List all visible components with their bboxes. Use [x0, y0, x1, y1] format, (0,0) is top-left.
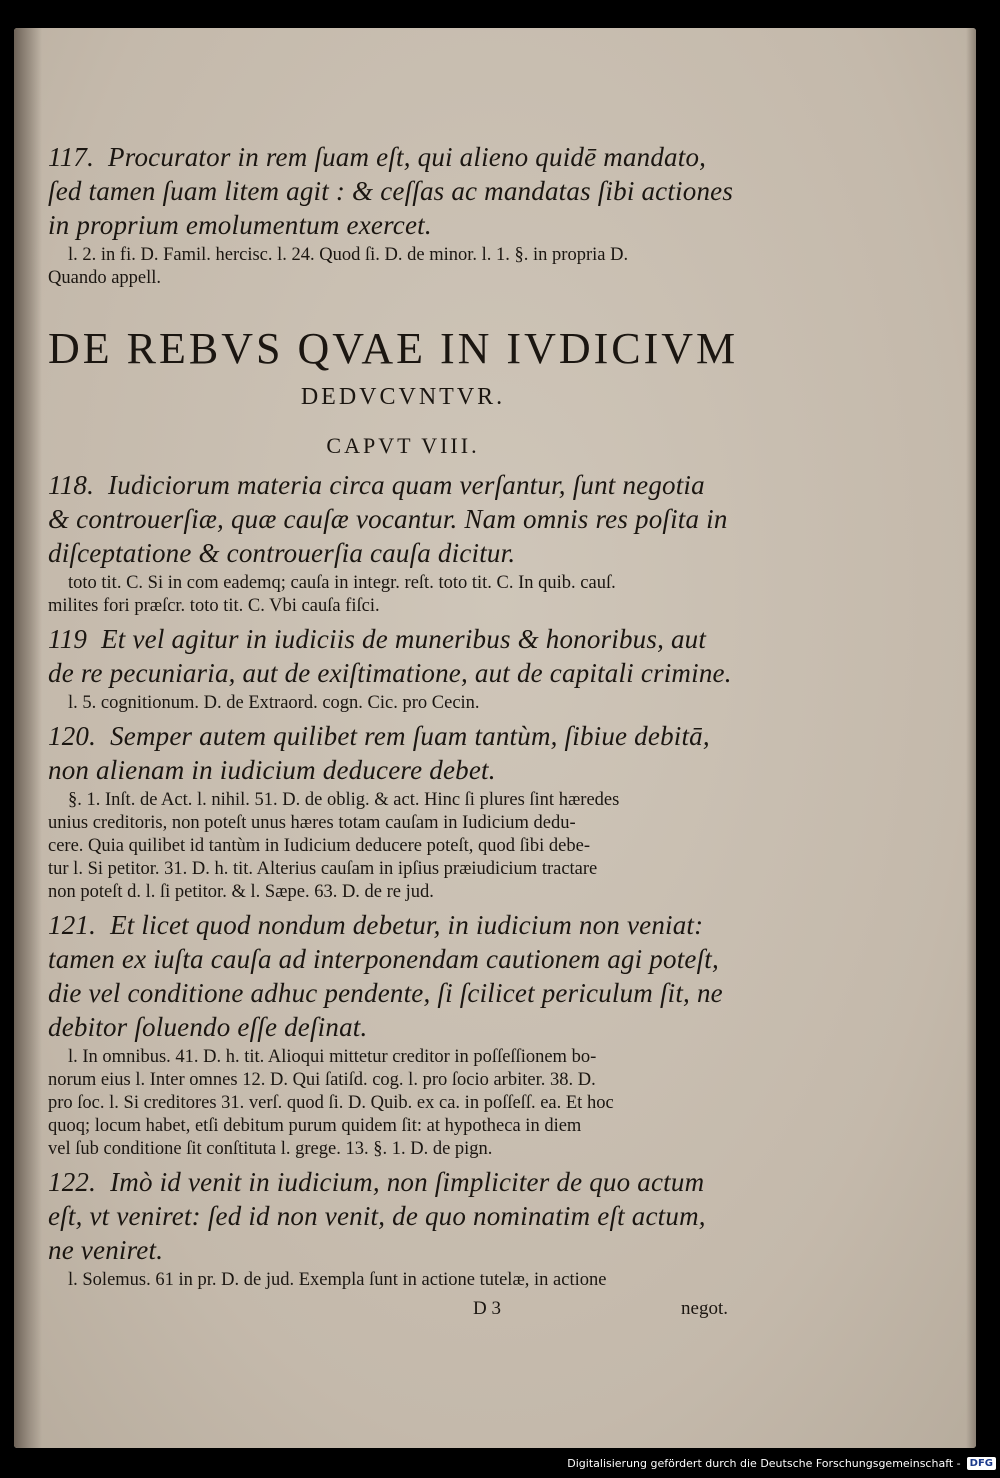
paragraph-121: [48, 908, 758, 1161]
text-line: diſceptatione & controuerſia cauſa dicitur.: [48, 538, 516, 568]
paragraph-119: [48, 622, 758, 715]
page-footer: [48, 1298, 758, 1320]
text-line: Iudiciorum materia circa quam verſantur, ſunt negotia: [108, 470, 705, 500]
paragraph-120: [48, 719, 758, 904]
citation: l. In omnibus. 41. D. h. tit. Alioqui mittetur creditor in poſſeſſionem bo- norum eius l. Inter omnes 12. D. Qui ſatiſd. cog. l. pro ſocio arbiter. 38. D. pro ſoc. l. Si creditores 31. verſ. quod ſi. D. Quib. ex ca. in poſſeſſ. ea. Et hoc quoq; locum habet, etſi debitum purum quidem ſit: at hypotheca in diem vel ſub conditione ſit conſtituta l. grege. 13. §. 1. D. de pign.: [48, 1047, 614, 1159]
text-line: de re pecuniaria, aut de exiſtimatione, aut de capitali crimine.: [48, 658, 732, 688]
signature-mark: D 3: [473, 1298, 501, 1319]
page-content: [48, 140, 758, 1320]
text-line: & controuerſiæ, quæ cauſæ vocantur. Nam omnis res poſita in: [48, 504, 728, 534]
text-line: in proprium emolumentum exercet.: [48, 210, 432, 240]
text-line: Et vel agitur in iudiciis de muneribus & honoribus, aut: [101, 624, 707, 654]
text-line: non alienam in iudicium deducere debet.: [48, 755, 496, 785]
citation: §. 1. Inſt. de Act. l. nihil. 51. D. de oblig. & act. Hinc ſi plures ſint hæredes unius creditoris, non poteſt unus hæres totam cauſam in Iudicium dedu- cere. Quia quilibet id tantùm in Iudicium deducere poteſt, quod ſibi debe- tur l. Si petitor. 31. D. h. tit. Alterius cauſam in ipſius præiudicium tractare non poteſt d. l. ſi petitor. & l. Sæpe. 63. D. de re jud.: [48, 790, 620, 902]
text-line: ne veniret.: [48, 1235, 164, 1265]
paragraph-number: 119: [48, 624, 88, 654]
text-line: Et licet quod nondum debetur, in iudicium non veniat:: [110, 910, 704, 940]
chapter-heading: CAPVT VIII.: [326, 433, 480, 458]
section-title: DE REBVS QVAE IN IVDICIVM: [48, 324, 739, 373]
text-line: Imò id venit in iudicium, non ſimpliciter de quo actum: [110, 1167, 705, 1197]
text-line: eſt, vt veniret: ſed id non venit, de quo nominatim eſt actum,: [48, 1201, 706, 1231]
paragraph-number: 121.: [48, 910, 97, 940]
paragraph-number: 122.: [48, 1167, 97, 1197]
text-line: debitor ſoluendo eſſe deſinat.: [48, 1012, 368, 1042]
citation: l. Solemus. 61 in pr. D. de jud. Exempla ſunt in actione tutelæ, in actione: [68, 1270, 607, 1290]
dfg-logo-icon[interactable]: DFG: [967, 1457, 996, 1470]
text-line: ſed tamen ſuam litem agit : & ceſſas ac mandatas ſibi actiones: [48, 176, 734, 206]
citation: toto tit. C. Si in com eademq; cauſa in integr. reſt. toto tit. C. In quib. cauſ. milites fori præſcr. toto tit. C. Vbi cauſa fiſci.: [48, 573, 616, 616]
citation: l. 2. in fi. D. Famil. hercisc. l. 24. Quod ſi. D. de minor. l. 1. §. in propria D. Quando appell.: [48, 245, 629, 288]
text-line: die vel conditione adhuc pendente, ſi ſcilicet periculum ſit, ne: [48, 978, 723, 1008]
text-line: Procurator in rem ſuam eſt, qui alieno quidē mandato,: [108, 142, 707, 172]
citation: l. 5. cognitionum. D. de Extraord. cogn. Cic. pro Cecin.: [68, 693, 480, 713]
paragraph-117: [48, 140, 758, 290]
digitization-bar: [0, 1448, 1000, 1478]
paragraph-number: 118.: [48, 470, 95, 500]
text-line: tamen ex iuſta cauſa ad interponendam cautionem agi poteſt,: [48, 944, 719, 974]
text-line: Semper autem quilibet rem ſuam tantùm, ſibiue debitā,: [110, 721, 710, 751]
book-page: [14, 28, 976, 1448]
page-edge-shadow: [966, 28, 976, 1448]
paragraph-118: [48, 468, 758, 618]
paragraph-122: [48, 1165, 758, 1292]
section-subtitle: DEDVCVNTVR.: [300, 384, 506, 410]
paragraph-number: 120.: [48, 721, 97, 751]
catchword: negot.: [681, 1298, 728, 1319]
paragraph-number: 117.: [48, 142, 95, 172]
digitization-credit: Digitalisierung gefördert durch die Deutsche Forschungsgemeinschaft -: [567, 1456, 961, 1470]
page-spine-shadow: [14, 28, 42, 1448]
